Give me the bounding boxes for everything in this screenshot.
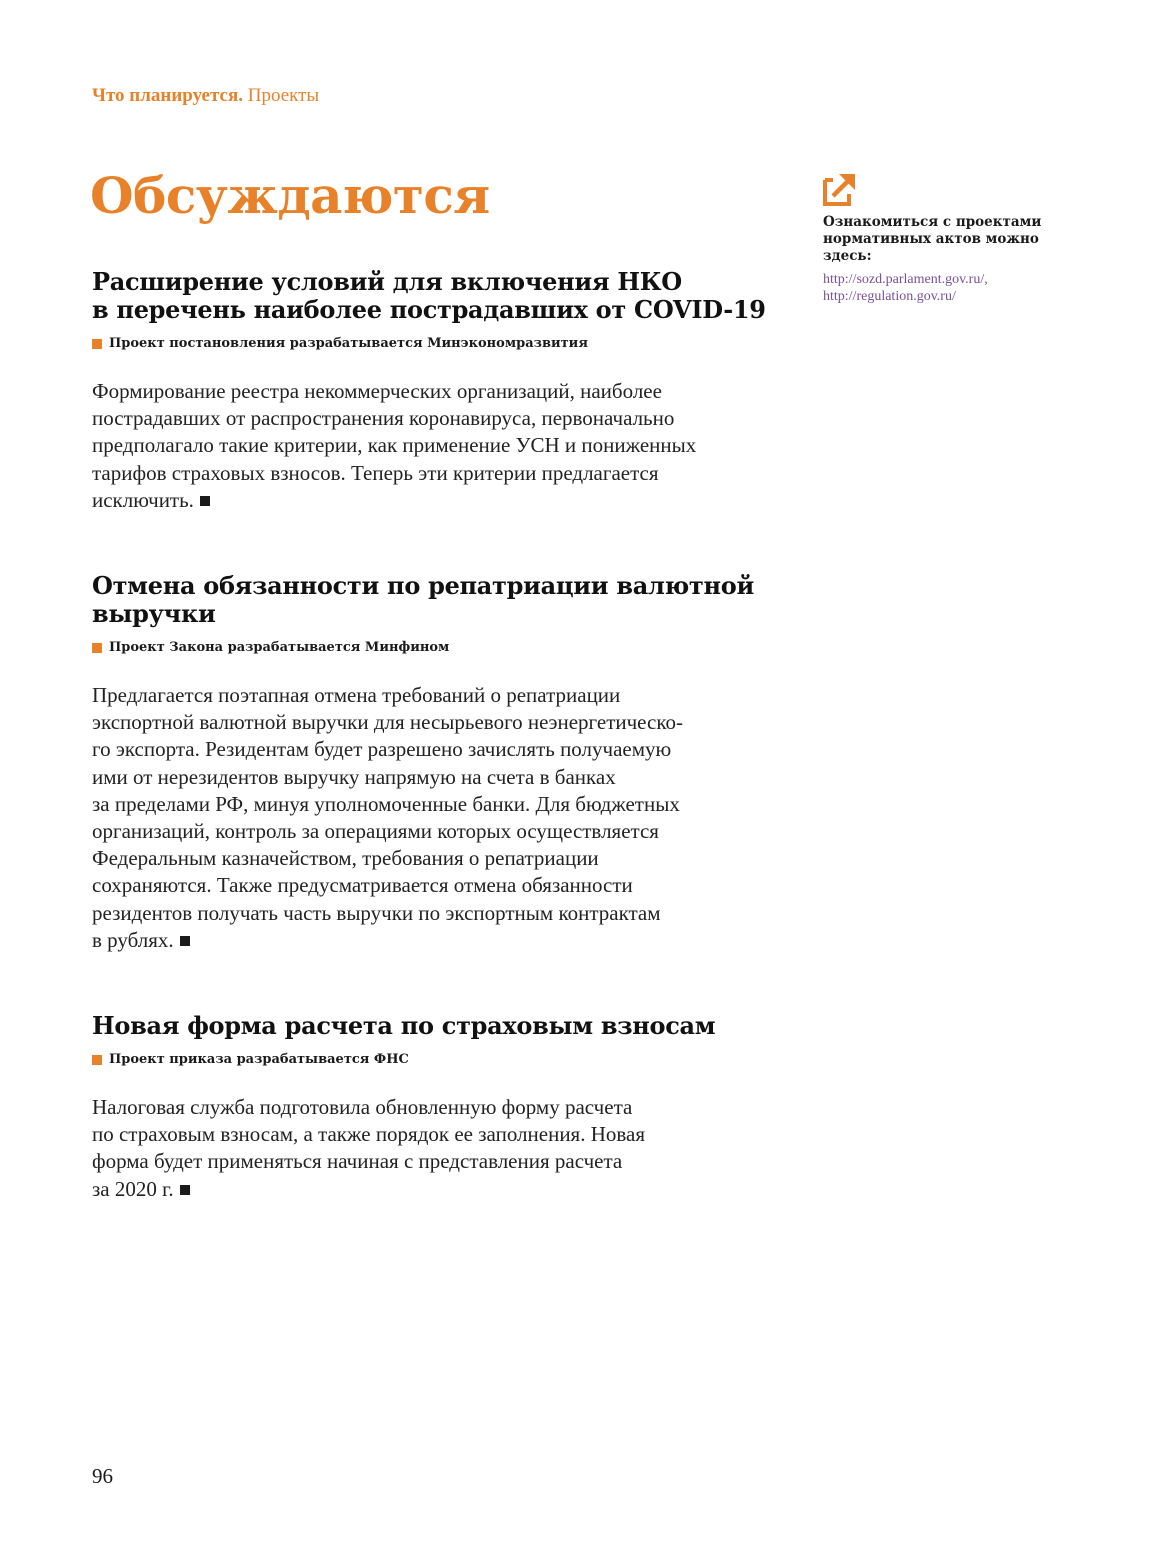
main-content	[92, 268, 782, 1203]
breadcrumb-subsection: Проекты	[247, 85, 320, 106]
body-line: организаций, контроль за операциями которых осуществляется	[92, 819, 659, 844]
page-title: Обсуждаются	[90, 166, 490, 225]
end-of-article-icon	[180, 936, 190, 946]
body-line: за 2020 г.	[92, 1176, 174, 1201]
project-status-text: Проект приказа разрабатывается ФНС	[109, 1052, 409, 1068]
sidebar-note-text	[823, 214, 1073, 265]
sidebar-links	[823, 271, 1073, 305]
section-title-line: в перечень наиболее пострадавших от COVID-19	[92, 295, 766, 324]
section-title-line: Расширение условий для включения НКО	[92, 267, 682, 296]
body-line: по страховым взносам, а также порядок ее заполнения. Новая	[92, 1122, 646, 1147]
body-line: ими от нерезидентов выручку напрямую на счета в банках	[92, 764, 616, 789]
orange-square-icon	[92, 339, 102, 349]
section-title-line: выручки	[92, 599, 216, 629]
external-link-arrow-icon	[823, 172, 857, 206]
body-line: пострадавших от распространения коронавируса, первоначально	[92, 406, 675, 431]
project-status	[92, 336, 782, 352]
project-status-text: Проект постановления разрабатывается Минэкономразвития	[109, 336, 588, 351]
body-line: исключить.	[92, 487, 194, 512]
body-line: Формирование реестра некоммерческих организаций, наиболее	[92, 379, 662, 403]
body-line-last	[92, 927, 782, 954]
project-status	[92, 1052, 782, 1068]
section-body	[92, 1094, 782, 1203]
body-line: форма будет применяться начиная с представления расчета	[92, 1149, 623, 1174]
body-line: в рублях.	[92, 927, 174, 952]
orange-square-icon	[92, 1055, 102, 1065]
section-nko	[92, 268, 782, 514]
end-of-article-icon	[180, 1185, 190, 1195]
section-insurance-form	[92, 1012, 782, 1203]
project-status-text: Проект Закона разрабатывается Минфином	[109, 640, 450, 656]
section-title	[92, 1012, 782, 1040]
link-sozd-parlament[interactable]: http://sozd.parlament.gov.ru/,	[823, 272, 988, 287]
body-line: Налоговая служба подготовила обновленную форму расчета	[92, 1095, 633, 1120]
body-line-last	[92, 1176, 782, 1203]
breadcrumb	[92, 83, 319, 109]
end-of-article-icon	[200, 496, 210, 506]
section-body	[92, 378, 782, 514]
body-line: сохраняются. Также предусматривается отмена обязанности	[92, 873, 633, 898]
sidebar-note-line: нормативных актов можно	[823, 231, 1039, 247]
link-regulation-gov[interactable]: http://regulation.gov.ru/	[823, 289, 956, 304]
section-title-line: Новая форма расчета по страховым взносам	[92, 1011, 716, 1041]
body-line-last	[92, 487, 782, 514]
body-line: го экспорта. Резидентам будет разрешено зачислять получаемую	[92, 737, 672, 762]
section-title-line: Отмена обязанности по репатриации валютной	[92, 571, 754, 601]
project-status	[92, 640, 782, 656]
body-line: экспортной валютной выручки для несырьевого неэнергетическо-	[92, 710, 683, 735]
sidebar-note	[823, 172, 1073, 305]
body-line: тарифов страховых взносов. Теперь эти критерии предлагается	[92, 460, 659, 485]
section-body	[92, 682, 782, 954]
body-line: Предлагается поэтапная отмена требований о репатриации	[92, 683, 621, 708]
orange-square-icon	[92, 643, 102, 653]
page-number: 96	[92, 1464, 113, 1488]
section-repatriation	[92, 572, 782, 954]
sidebar-note-line: Ознакомиться с проектами	[823, 214, 1042, 230]
body-line: за пределами РФ, минуя уполномоченные банки. Для бюджетных	[92, 791, 680, 816]
body-line: Федеральным казначейством, требования о репатриации	[92, 846, 599, 871]
body-line: резидентов получать часть выручки по экспортным контрактам	[92, 900, 661, 925]
section-title	[92, 268, 782, 324]
section-title	[92, 572, 782, 628]
breadcrumb-section: Что планируется.	[92, 85, 243, 106]
sidebar-note-line: здесь:	[823, 248, 872, 264]
body-line: предполагало такие критерии, как применение УСН и пониженных	[92, 433, 697, 458]
